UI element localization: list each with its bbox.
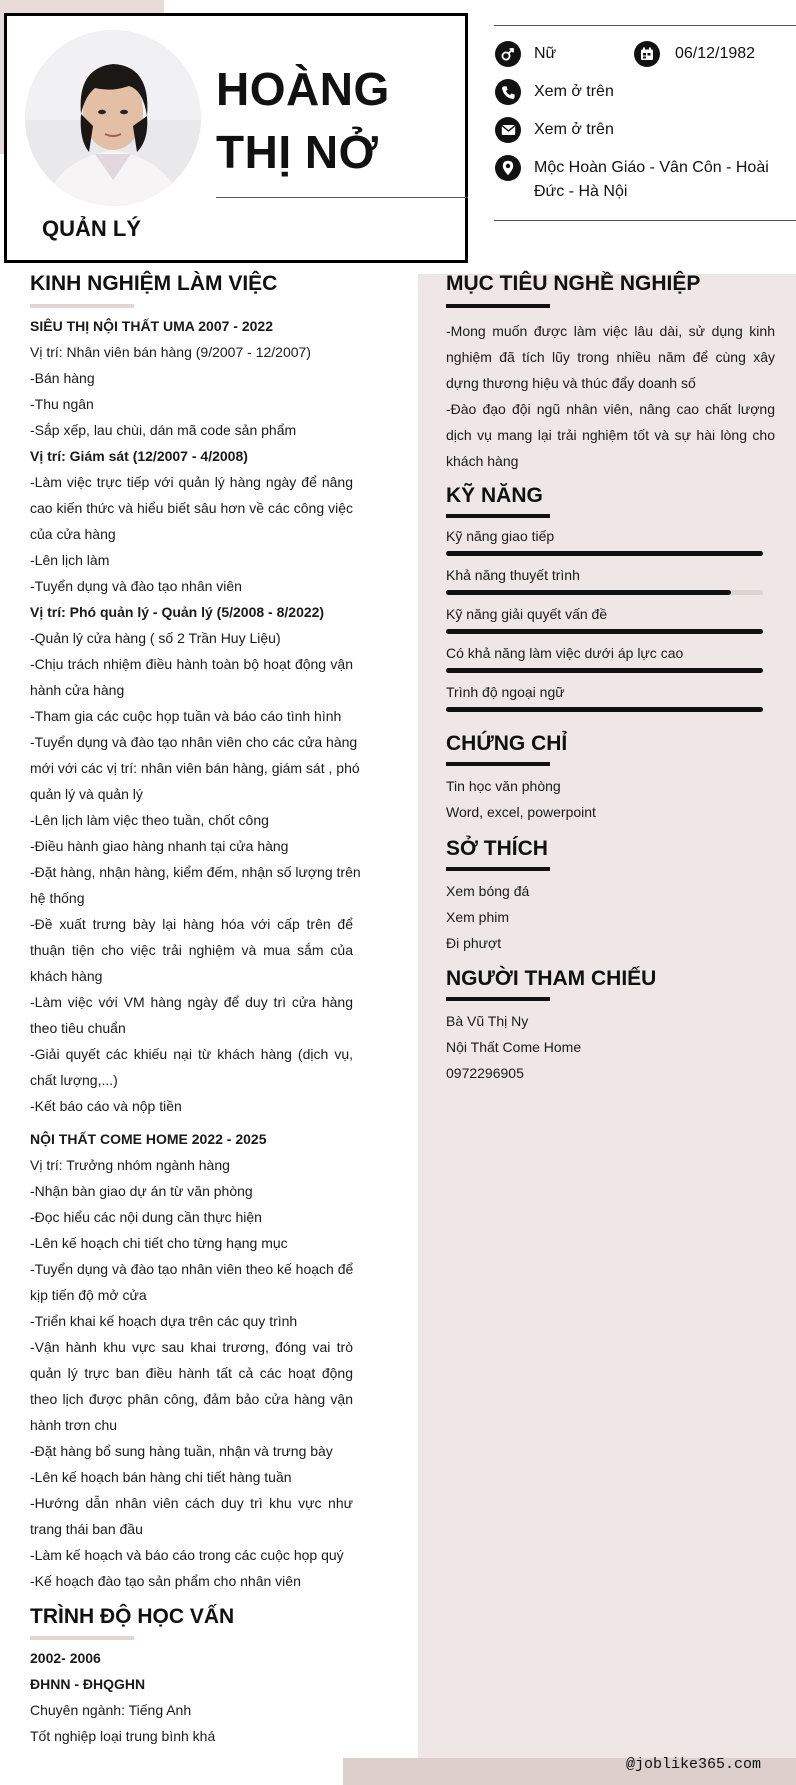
reference-name: Bà Vũ Thị Ny (446, 1013, 529, 1029)
skill-label: Trình độ ngoại ngữ (446, 684, 565, 700)
experience-line: -Điều hành giao hàng nhanh tại cửa hàng (30, 838, 289, 854)
experience-line: -Làm kế hoạch và báo cáo trong các cuộc họp quý (30, 1547, 344, 1563)
education-major: Chuyên ngành: Tiếng Anh (30, 1702, 192, 1718)
experience-line: -Kết báo cáo và nộp tiền (30, 1098, 182, 1114)
contact-bottom-divider (494, 220, 796, 221)
phone-icon (495, 79, 521, 105)
skill-bar-fill (446, 707, 763, 712)
email-icon (495, 117, 521, 143)
education-school: ĐHNN - ĐHQGHN (30, 1676, 146, 1692)
skills-underline (446, 514, 550, 518)
job-title: QUẢN LÝ (42, 216, 141, 241)
experience-line: hành trơn chu (30, 1417, 118, 1433)
experience-line: của cửa hàng (30, 526, 116, 542)
objective-line: dịch vụ mang lại trải nghiệm tốt và sự hài lòng cho (446, 427, 775, 443)
experience-line: khách hàng (30, 968, 103, 984)
hobby-item: Đi phượt (446, 935, 502, 951)
experience-subheading: NỘI THẤT COME HOME 2022 - 2025 (30, 1131, 267, 1147)
skill-label: Kỹ năng giải quyết vấn đề (446, 606, 608, 622)
references-heading: NGƯỜI THAM CHIẾU (446, 967, 657, 990)
experience-line: -Kế hoạch đào tạo sản phẩm cho nhân viên (30, 1573, 301, 1589)
address-line-1: Mộc Hoàn Giáo - Vân Côn - Hoài (534, 159, 769, 176)
experience-heading: KINH NGHIỆM LÀM VIỆC (30, 272, 278, 295)
skill-bar-fill (446, 590, 731, 595)
skill-bar-track (446, 707, 763, 712)
certificate-item: Word, excel, powerpoint (446, 804, 596, 820)
calendar-icon (634, 41, 660, 67)
experience-subheading: Vị trí: Giám sát (12/2007 - 4/2008) (30, 448, 248, 464)
experience-line: -Chịu trách nhiệm điều hành toàn bộ hoạt động vận (30, 656, 353, 672)
experience-line: Vị trí: Nhân viên bán hàng (9/2007 - 12/2007) (30, 344, 311, 360)
experience-line: -Triển khai kế hoạch dựa trên các quy trình (30, 1313, 298, 1329)
location-pin-icon (495, 155, 521, 181)
name-line-1: HOÀNG (216, 63, 390, 115)
experience-line: -Giải quyết các khiếu nại từ khách hàng (dịch vụ, (30, 1046, 353, 1062)
gender-icon (495, 41, 521, 67)
experience-line: -Nhận bàn giao dự án từ văn phòng (30, 1183, 253, 1199)
education-underline (30, 1636, 134, 1640)
certificates-underline (446, 762, 550, 766)
hobby-item: Xem phim (446, 909, 510, 925)
education-years: 2002- 2006 (30, 1650, 101, 1666)
references-underline (446, 997, 550, 1001)
objective-line: -Đào đạo đội ngũ nhân viên, nâng cao chất lượng (446, 401, 775, 417)
experience-subheading: Vị trí: Phó quản lý - Quản lý (5/2008 - 8/2022) (30, 604, 325, 620)
experience-line: -Lên kế hoạch bán hàng chi tiết hàng tuần (30, 1469, 292, 1485)
name-line-2: THỊ NỞ (216, 126, 379, 178)
experience-line: -Làm việc với VM hàng ngày để duy trì cửa hàng (30, 994, 353, 1010)
experience-line: -Tuyển dụng và đào tạo nhân viên (30, 578, 242, 594)
experience-line: -Làm việc trực tiếp với quản lý hàng ngày để nâng (30, 474, 353, 490)
skill-bar-track (446, 551, 763, 556)
experience-line: -Bán hàng (30, 370, 95, 386)
education-heading: TRÌNH ĐỘ HỌC VẤN (30, 1605, 235, 1628)
experience-line: Vị trí: Trưởng nhóm ngành hàng (30, 1157, 230, 1173)
skill-bar-fill (446, 629, 763, 634)
phone-value: Xem ở trên (534, 83, 614, 100)
experience-line: -Lên kế hoạch chi tiết cho từng hạng mục (30, 1235, 288, 1251)
skill-bar-fill (446, 668, 763, 673)
experience-underline (30, 304, 134, 308)
candidate-name (216, 58, 390, 184)
skill-bar-track (446, 668, 763, 673)
objective-heading: MỤC TIÊU NGHỀ NGHIỆP (446, 272, 701, 295)
experience-line: chất lượng,...) (30, 1072, 118, 1088)
experience-line: -Đặt hàng, nhận hàng, kiểm đếm, nhận số lượng trên (30, 864, 361, 880)
skill-label: Khả năng thuyết trình (446, 567, 580, 583)
email-value: Xem ở trên (534, 121, 614, 138)
experience-line: -Đọc hiểu các nội dung cần thực hiện (30, 1209, 262, 1225)
hobby-item: Xem bóng đá (446, 883, 530, 899)
objective-line: dựng thương hiệu và thúc đẩy doanh số (446, 375, 696, 391)
experience-line: quản lý trực ban điều hành tất cả các hoạt động (30, 1365, 353, 1381)
experience-line: theo lịch được phân công, đảm bảo cửa hàng vận (30, 1391, 353, 1407)
footer-watermark: @joblike365.com (626, 1756, 762, 1773)
experience-line: -Tuyển dụng và đào tạo nhân viên theo kế hoạch để (30, 1261, 354, 1277)
skill-bar-fill (446, 551, 763, 556)
objective-underline (446, 304, 550, 308)
address-line-2: Đức - Hà Nội (534, 183, 628, 200)
experience-line: -Sắp xếp, lau chùi, dán mã code sản phẩm (30, 422, 297, 438)
avatar (25, 30, 201, 206)
education-grade: Tốt nghiệp loại trung bình khá (30, 1728, 216, 1744)
objective-line: -Mong muốn được làm việc lâu dài, sử dụng kinh (446, 323, 775, 339)
skill-bar-track (446, 590, 763, 595)
experience-line: hệ thống (30, 890, 85, 906)
experience-line: theo tiêu chuẩn (30, 1020, 126, 1036)
experience-line: -Tuyển dụng và đào tạo nhân viên cho các cửa hàng (30, 734, 358, 750)
experience-line: -Lên lịch làm (30, 552, 110, 568)
experience-line: mới với các vị trí: nhân viên bán hàng, giám sát , phó (30, 760, 360, 776)
skill-label: Kỹ năng giao tiếp (446, 528, 555, 544)
experience-line: -Đề xuất trưng bày lại hàng hóa với cấp trên để (30, 916, 353, 932)
skill-bar-track (446, 629, 763, 634)
experience-line: hành cửa hàng (30, 682, 125, 698)
experience-line: -Lên lịch làm việc theo tuần, chốt công (30, 812, 269, 828)
birthday-value: 06/12/1982 (675, 45, 756, 62)
experience-line: thuận tiện cho việc trải nghiệm và mua sắm của (30, 942, 353, 958)
hobbies-underline (446, 867, 550, 871)
objective-line: khách hàng (446, 453, 519, 469)
reference-phone: 0972296905 (446, 1065, 524, 1081)
skill-label: Có khả năng làm việc dưới áp lực cao (446, 645, 684, 661)
hobbies-heading: SỞ THÍCH (446, 837, 548, 860)
certificate-item: Tin học văn phòng (446, 778, 561, 794)
experience-line: -Đặt hàng bổ sung hàng tuần, nhận và trưng bày (30, 1443, 333, 1459)
gender-value: Nữ (534, 45, 557, 62)
experience-subheading: SIÊU THỊ NỘI THẤT UMA 2007 - 2022 (30, 318, 273, 334)
experience-line: -Thu ngân (30, 396, 94, 412)
reference-company: Nội Thất Come Home (446, 1039, 582, 1055)
experience-line: cao kiến thức và hiểu biết sâu hơn về các công việc (30, 500, 353, 516)
experience-line: quản lý và quản lý (30, 786, 143, 802)
experience-line: kịp tiến độ mở cửa (30, 1287, 147, 1303)
contact-top-divider (494, 25, 796, 26)
name-divider (216, 197, 468, 198)
portrait-photo (25, 30, 201, 206)
experience-line: trang thái ban đầu (30, 1521, 143, 1537)
experience-line: -Hướng dẫn nhân viên cách duy trì khu vực như (30, 1495, 353, 1511)
experience-line: -Quản lý cửa hàng ( số 2 Trần Huy Liệu) (30, 630, 281, 646)
experience-line: -Vận hành khu vực sau khai trương, đóng vai trò (30, 1339, 353, 1355)
objective-line: nghiệm đã tích lũy trong nhiều năm để cùng xây (446, 349, 775, 365)
skills-heading: KỸ NĂNG (446, 484, 543, 507)
certificates-heading: CHỨNG CHỈ (446, 732, 568, 755)
experience-line: -Tham gia các cuộc họp tuần và báo cáo tình hình (30, 708, 342, 724)
